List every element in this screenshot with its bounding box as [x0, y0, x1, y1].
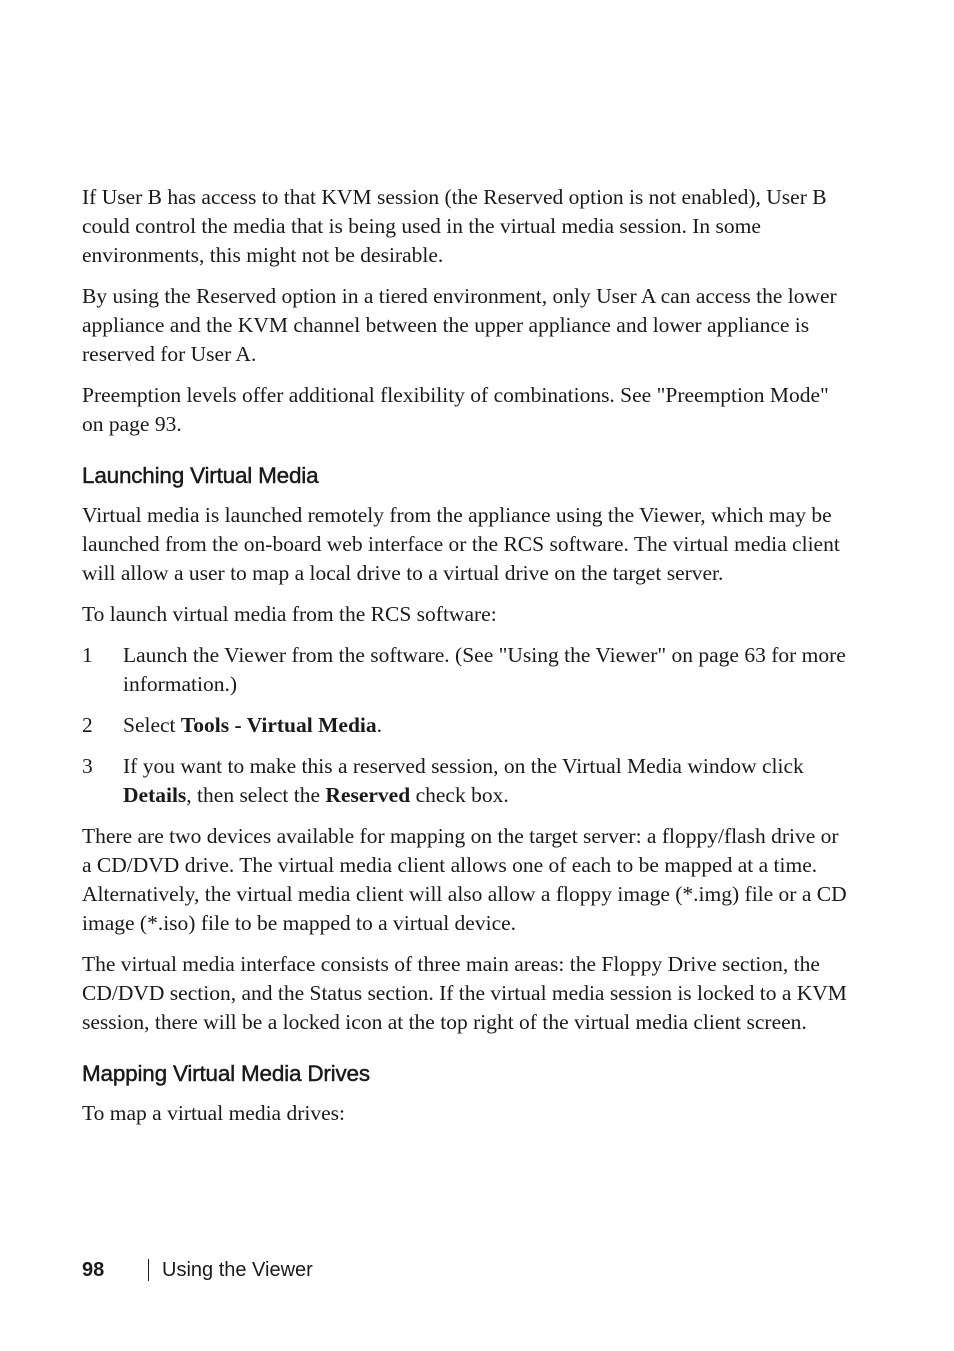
footer-chapter-title: Using the Viewer: [162, 1259, 313, 1281]
step-number: 1: [82, 643, 93, 667]
launching-paragraph-3: There are two devices available for mapping on the target server: a floppy/flash drive or a CD/DVD drive. The virtual media client allows one of each to be mapped at a time. Alternatively, the virtual media client will also allow a floppy image (*.img) file or a CD image (*.iso) file to be mapped to a virtual device.: [82, 824, 847, 935]
step-text-pre: If you want to make this a reserved session, on the Virtual Media window click: [123, 754, 804, 778]
list-item: [82, 711, 852, 740]
step-number: 2: [82, 713, 93, 737]
step-text-bold-reserved: Reserved: [325, 783, 411, 807]
step-text-pre: Select: [123, 713, 181, 737]
page-content: [82, 183, 852, 1140]
intro-paragraph-2: By using the Reserved option in a tiered environment, only User A can access the lower appliance and the KVM channel between the upper appliance and lower appliance is reserved for User A.: [82, 284, 837, 366]
launching-paragraph-4: The virtual media interface consists of three main areas: the Floppy Drive section, the CD/DVD section, and the Status section. If the virtual media session is locked to a KVM session, there will be a locked icon at the top right of the virtual media client screen.: [82, 952, 847, 1034]
footer-divider: [148, 1259, 149, 1281]
step-text-post: check box.: [410, 783, 509, 807]
step-text-bold: Tools - Virtual Media: [180, 713, 377, 737]
list-item: [82, 641, 852, 699]
heading-launching-virtual-media: Launching Virtual Media: [82, 463, 319, 488]
launching-paragraph-1: Virtual media is launched remotely from the appliance using the Viewer, which may be launched from the on-board web interface or the RCS software. The virtual media client will allow a user to map a local drive to a virtual drive on the target server.: [82, 503, 840, 585]
intro-paragraph-3: Preemption levels offer additional flexibility of combinations. See "Preemption Mode" on page 93.: [82, 383, 829, 436]
step-text-mid: , then select the: [186, 783, 326, 807]
step-text: Launch the Viewer from the software. (See "Using the Viewer" on page 63 for more information.): [123, 643, 846, 696]
step-number: 3: [82, 754, 93, 778]
list-item: [82, 752, 852, 810]
launch-steps-list: [82, 641, 852, 810]
heading-mapping-virtual-media-drives: Mapping Virtual Media Drives: [82, 1061, 370, 1086]
step-text-post: .: [376, 713, 383, 737]
mapping-paragraph-1: To map a virtual media drives:: [82, 1101, 345, 1125]
step-text-bold-details: Details: [123, 783, 187, 807]
page-number: 98: [82, 1259, 105, 1281]
launching-paragraph-2: To launch virtual media from the RCS software:: [82, 602, 497, 626]
intro-paragraph-1: If User B has access to that KVM session (the Reserved option is not enabled), User B could control the media that is being used in the virtual media session. In some environments, this might not be desirable.: [82, 185, 827, 267]
